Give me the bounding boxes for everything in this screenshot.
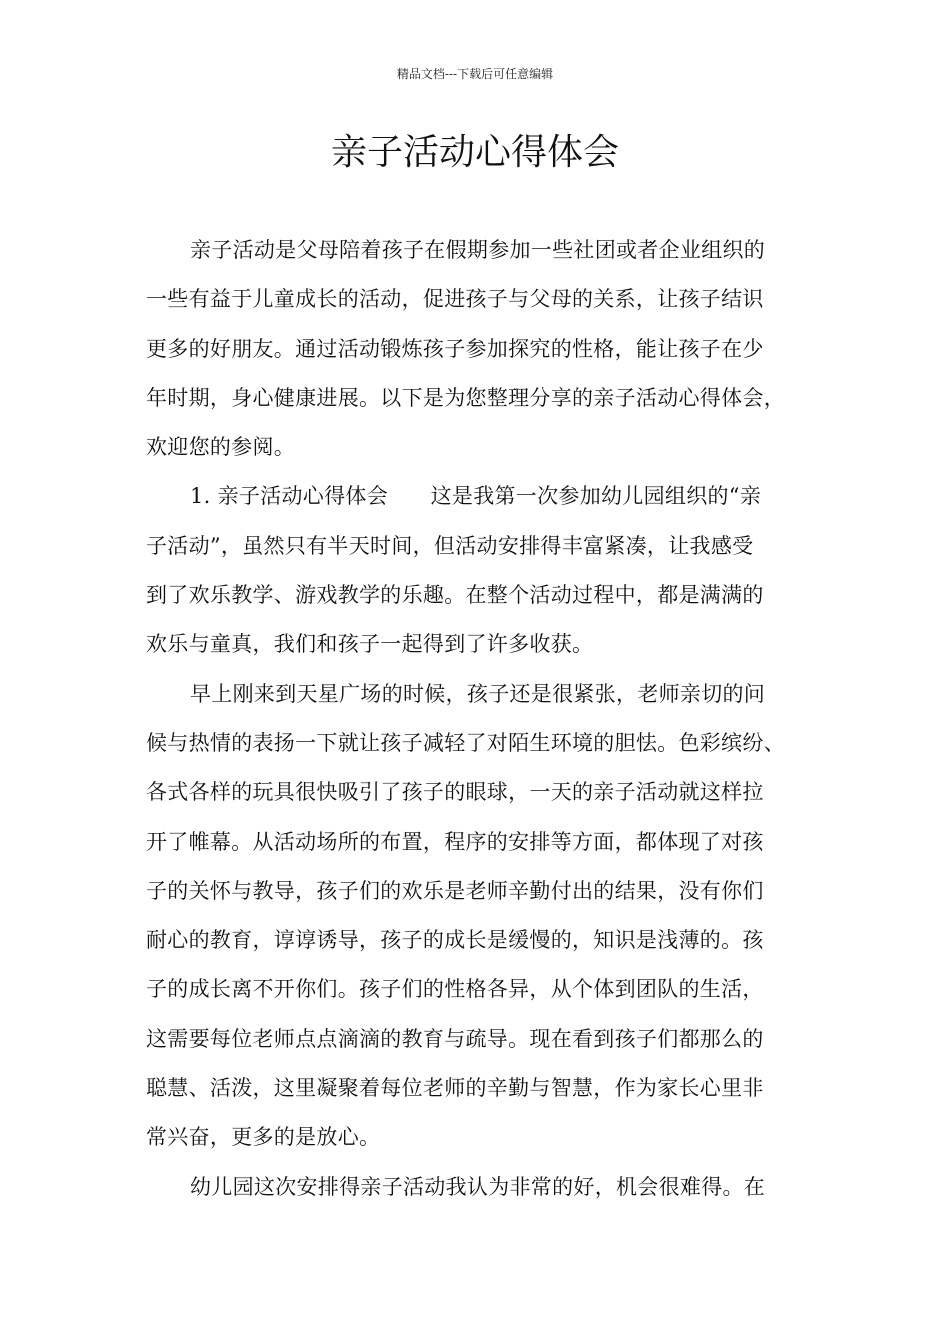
text-line: 子活动”，虽然只有半天时间，但活动安排得丰富紧凑，让我感受: [146, 533, 754, 558]
text-line: 幼儿园这次安排得亲子活动我认为非常的好，机会很难得。在: [190, 1174, 766, 1199]
text-line: 年时期，身心健康进展。以下是为您整理分享的亲子活动心得体会，: [146, 385, 785, 410]
text-line: 早上刚来到天星广场的时候，孩子还是很紧张，老师亲切的问: [190, 681, 766, 706]
text-line: 开了帷幕。从活动场所的布置，程序的安排等方面，都体现了对孩: [146, 829, 764, 854]
page-header: 精品文档---下载后可任意编辑: [396, 67, 554, 81]
text-line: 这需要每位老师点点滴滴的教育与疏导。现在看到孩子们都那么的: [146, 1026, 764, 1051]
text-line: 候与热情的表扬一下就让孩子减轻了对陌生环境的胆怯。色彩缤纷、: [146, 730, 785, 755]
text-line: 一些有益于儿童成长的活动，促进孩子与父母的关系，让孩子结识: [146, 287, 764, 312]
text-line: 子的成长离不开你们。孩子们的性格各异，从个体到团队的生活，: [146, 977, 764, 1002]
document-title: 亲子活动心得体会: [330, 132, 619, 173]
text-line: 耐心的教育，谆谆诱导，孩子的成长是缓慢的，知识是浅薄的。孩: [146, 928, 764, 953]
text-line: 亲子活动是父母陪着孩子在假期参加一些社团或者企业组织的: [190, 238, 766, 262]
text-line: 常兴奋，更多的是放心。: [146, 1125, 381, 1150]
text-line: 子的关怀与教导，孩子们的欢乐是老师辛勤付出的结果，没有你们: [146, 878, 764, 903]
text-line: 聪慧、活泼，这里凝聚着每位老师的辛勤与智慧，作为家长心里非: [146, 1076, 764, 1101]
text-line: 更多的好朋友。通过活动锻炼孩子参加探究的性格，能让孩子在少: [146, 336, 764, 361]
text-line: 欢迎您的参阅。: [146, 435, 296, 460]
text-line: 到了欢乐教学、游戏教学的乐趣。在整个活动过程中，都是满满的: [146, 583, 764, 608]
document-body: [146, 226, 826, 1212]
text-line: 各式各样的玩具很快吸引了孩子的眼球，一天的亲子活动就这样拉: [146, 780, 764, 805]
text-line: 欢乐与童真，我们和孩子一起得到了许多收获。: [146, 632, 594, 657]
text-line: 1. 亲子活动心得体会 这是我第一次参加幼儿园组织的“亲: [190, 484, 762, 509]
